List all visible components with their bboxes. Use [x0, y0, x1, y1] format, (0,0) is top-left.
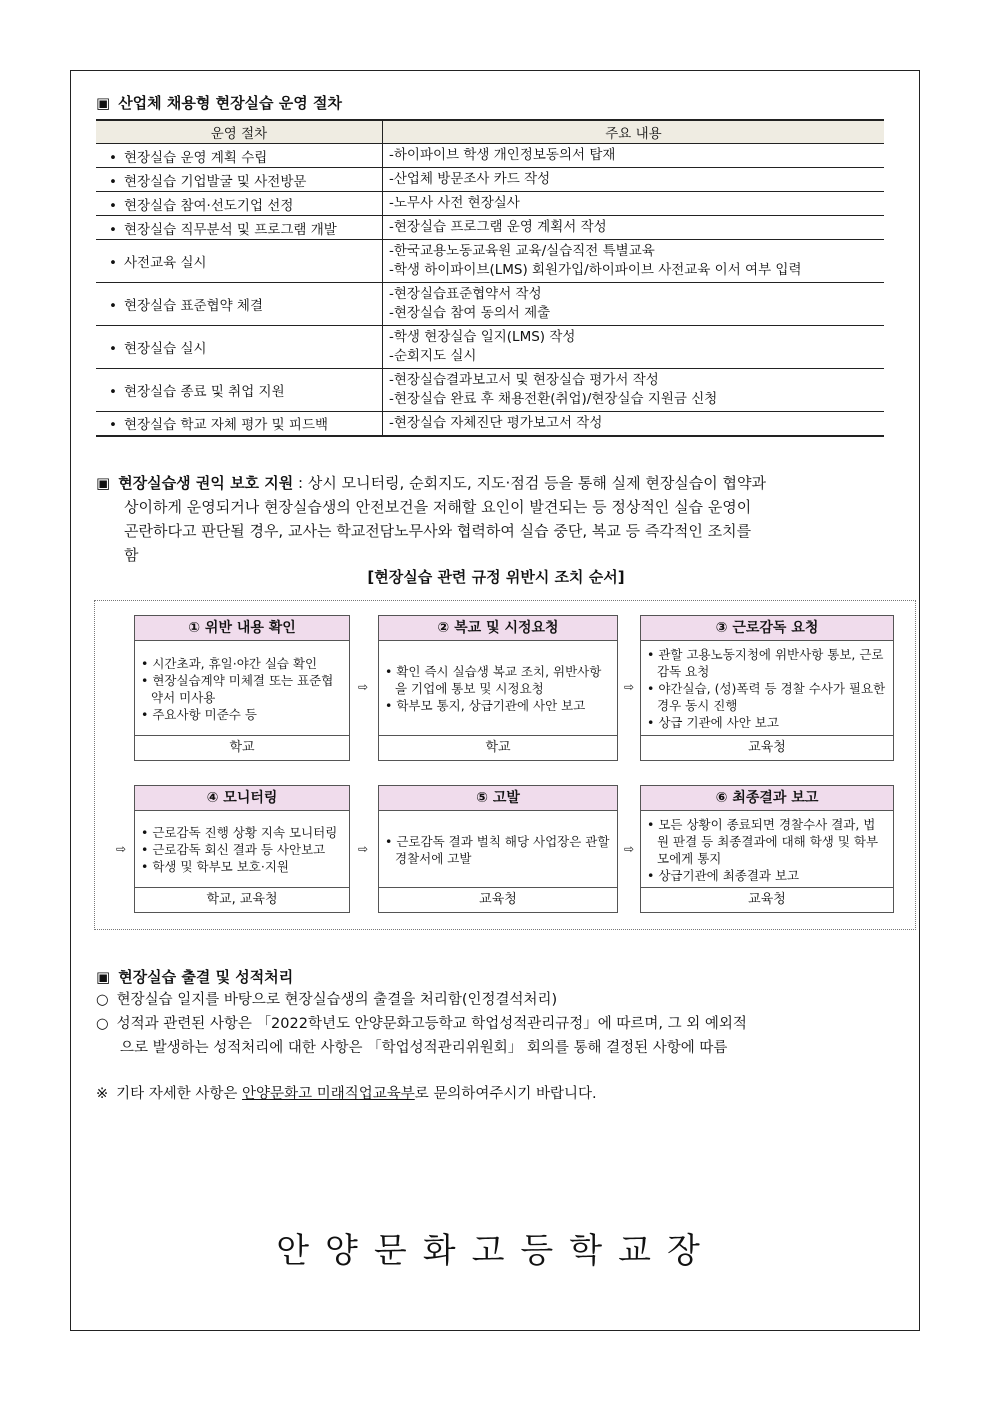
column-header-content: 주요 내용	[383, 120, 885, 144]
procedure-table	[96, 119, 884, 437]
step-label: 현장실습 표준협약 체결	[124, 298, 263, 314]
bullet-icon: •	[109, 221, 117, 238]
table-row	[96, 192, 884, 216]
section3-text-line: 으로 발생하는 성적처리에 대한 사항은 「학업성적관리위원회」 회의를 통해 결정된 사항에 따름	[120, 1040, 728, 1056]
section3-text-line: 성적과 관련된 사항은 「2022학년도 안양문화고등학교 학업성적관리규정」에 따르며, 그 외 예외적	[116, 1016, 747, 1032]
flow-step-item: • 학부모 통지, 상급기관에 사안 보고	[385, 698, 586, 713]
arrow-right-icon: ⇨	[358, 680, 369, 694]
square-bullet-icon: ▣	[96, 968, 111, 986]
flow-step-item: • 모든 상황이 종료되면 경찰수사 결과, 법원 판결 등 최종결과에 대해 학생 및 학부모에게 통지	[647, 816, 879, 866]
step-content: -노무사 사전 현장실사	[389, 195, 520, 211]
step-content: -순회지도 실시	[389, 348, 477, 364]
flow-step-item: • 학생 및 학부모 보호·지원	[141, 859, 289, 874]
bullet-icon: •	[109, 417, 117, 434]
flow-step-owner: 학교, 교육청	[135, 887, 349, 912]
flow-step-1	[134, 615, 350, 761]
flow-step-3	[640, 615, 894, 761]
flow-step-item: • 주요사항 미준수 등	[141, 706, 257, 722]
step-content: -현장실습 프로그램 운영 계획서 작성	[389, 219, 607, 235]
flow-step-owner: 교육청	[641, 887, 893, 912]
flow-step-6	[640, 785, 894, 913]
flow-step-item: • 상급 기관에 사안 보고	[647, 715, 779, 730]
section3-text-line: 현장실습 일지를 바탕으로 현장실습생의 출결을 처리함(인정결석처리)	[116, 992, 558, 1008]
bullet-icon: •	[109, 255, 117, 271]
section2-title: 현장실습생 권익 보호 지원	[118, 474, 294, 492]
flow-step-4	[134, 785, 350, 913]
section1-heading	[96, 92, 342, 113]
flow-step-title: ② 복교 및 시정요청	[379, 616, 617, 641]
table-row	[96, 283, 884, 326]
note-text: 기타 자세한 사항은	[116, 1086, 243, 1102]
section2-text-line: : 상시 모니터링, 순회지도, 지도·점검 등을 통해 실제 현장실습이 협약과	[293, 474, 767, 492]
flow-step-5	[378, 785, 618, 913]
section3-heading	[96, 966, 293, 987]
column-header-procedure: 운영 절차	[96, 120, 383, 144]
step-label: 현장실습 종료 및 취업 지원	[124, 384, 285, 400]
flow-step-item: • 시간초과, 휴일·야간 실습 확인	[141, 655, 318, 671]
flow-step-title: ① 위반 내용 확인	[135, 616, 349, 641]
step-content: -현장실습 완료 후 채용전환(취업)/현장실습 지원금 신청	[389, 391, 718, 407]
bullet-icon: •	[109, 173, 117, 190]
step-content: -현장실습 자체진단 평가보고서 작성	[389, 414, 603, 431]
step-content: -학생 현장실습 일지(LMS) 작성	[389, 329, 576, 345]
bullet-icon: •	[109, 384, 117, 400]
section2-text-line: 함	[124, 546, 139, 564]
flow-step-owner: 학교	[379, 735, 617, 760]
flow-step-title: ④ 모니터링	[135, 786, 349, 811]
square-bullet-icon: ▣	[96, 474, 111, 492]
step-label: 현장실습 참여·선도기업 선정	[124, 197, 294, 214]
flow-step-owner: 학교	[135, 735, 349, 760]
bullet-icon: •	[109, 341, 117, 357]
step-content: -현장실습결과보고서 및 현장실습 평가서 작성	[389, 372, 659, 388]
step-label: 현장실습 직무분석 및 프로그램 개발	[124, 221, 337, 238]
section2-paragraph	[96, 471, 896, 567]
arrow-right-icon: ⇨	[116, 842, 127, 856]
flow-step-title: ③ 근로감독 요청	[641, 616, 893, 641]
bullet-icon: •	[109, 149, 117, 166]
section2-text-line: 상이하게 운영되거나 현장실습생의 안전보건을 저해할 요인이 발견되는 등 정상적인 실습 운영이	[124, 498, 752, 516]
table-header-row	[96, 120, 884, 144]
bullet-icon: •	[109, 298, 117, 314]
square-bullet-icon: ▣	[96, 94, 111, 112]
step-label: 현장실습 학교 자체 평가 및 피드백	[124, 417, 329, 434]
flow-step-item: • 근로감독 결과 벌칙 해당 사업장은 관할 경찰서에 고발	[385, 833, 610, 866]
flow-step-2	[378, 615, 618, 761]
step-label: 현장실습 운영 계획 수립	[124, 149, 268, 166]
step-label: 사전교육 실시	[124, 255, 207, 271]
arrow-right-icon: ⇨	[624, 680, 635, 694]
flow-step-owner: 교육청	[379, 887, 617, 912]
note	[96, 1082, 597, 1106]
table-row	[96, 144, 884, 168]
bullet-icon: •	[109, 197, 117, 214]
note-text: 로 문의하여주시기 바랍니다.	[414, 1086, 597, 1102]
flow-step-item: • 상급기관에 최종결과 보고	[647, 867, 800, 883]
table-row	[96, 412, 884, 436]
flow-step-item: • 관할 고용노동지청에 위반사항 통보, 근로감독 요청	[647, 647, 884, 679]
circle-bullet-icon: ○	[96, 992, 109, 1008]
flow-step-item: • 근로감독 회신 결과 등 사안보고	[141, 842, 326, 857]
department-name: 안양문화고 미래직업교육부	[242, 1086, 415, 1102]
step-content: -산업체 방문조사 카드 작성	[389, 171, 551, 187]
flow-step-item: • 확인 즉시 실습생 복교 조치, 위반사항을 기업에 통보 및 시정요청	[385, 664, 602, 696]
table-row	[96, 326, 884, 369]
school-principal-signature: 안양문화고등학교장	[276, 1231, 716, 1271]
step-label: 현장실습 기업발굴 및 사전방문	[124, 173, 307, 190]
table-row	[96, 369, 884, 412]
circle-bullet-icon: ○	[96, 1016, 109, 1032]
arrow-right-icon: ⇨	[624, 842, 635, 856]
step-label: 현장실습 실시	[124, 341, 207, 357]
step-content: -현장실습표준협약서 작성	[389, 286, 542, 302]
section3-item	[96, 1012, 747, 1036]
flow-step-title: ⑥ 최종결과 보고	[641, 786, 893, 811]
flow-step-item: • 야간실습, (성)폭력 등 경찰 수사가 필요한 경우 동시 진행	[647, 681, 886, 713]
step-content: -학생 하이파이브(LMS) 회원가입/하이파이브 사전교육 이서 여부 입력	[389, 262, 802, 278]
arrow-right-icon: ⇨	[358, 842, 369, 856]
table-row	[96, 216, 884, 240]
section3-title: 현장실습 출결 및 성적처리	[118, 968, 294, 986]
section3-item	[96, 988, 557, 1012]
flow-step-item: • 근로감독 진행 상황 지속 모니터링	[141, 825, 338, 840]
step-content: -현장실습 참여 동의서 제출	[389, 305, 551, 321]
table-row	[96, 168, 884, 192]
step-content: -하이파이브 학생 개인정보동의서 탑재	[389, 147, 616, 163]
step-content: -한국교용노동교육원 교육/실습직전 특별교육	[389, 243, 655, 259]
note-mark-icon: ※	[96, 1086, 109, 1102]
flow-step-title: ⑤ 고발	[379, 786, 617, 811]
table-row	[96, 240, 884, 283]
flow-step-owner: 교육청	[641, 735, 893, 760]
section1-title: 산업체 채용형 현장실습 운영 절차	[118, 94, 342, 112]
flow-title: [현장실습 관련 규정 위반시 조치 순서]	[367, 568, 625, 586]
section2-text-line: 곤란하다고 판단될 경우, 교사는 학교전담노무사와 협력하여 실습 중단, 복교 등 즉각적인 조치를	[124, 522, 752, 540]
flow-step-item: • 현장실습계약 미체결 또는 표준협약서 미사용	[141, 672, 334, 705]
